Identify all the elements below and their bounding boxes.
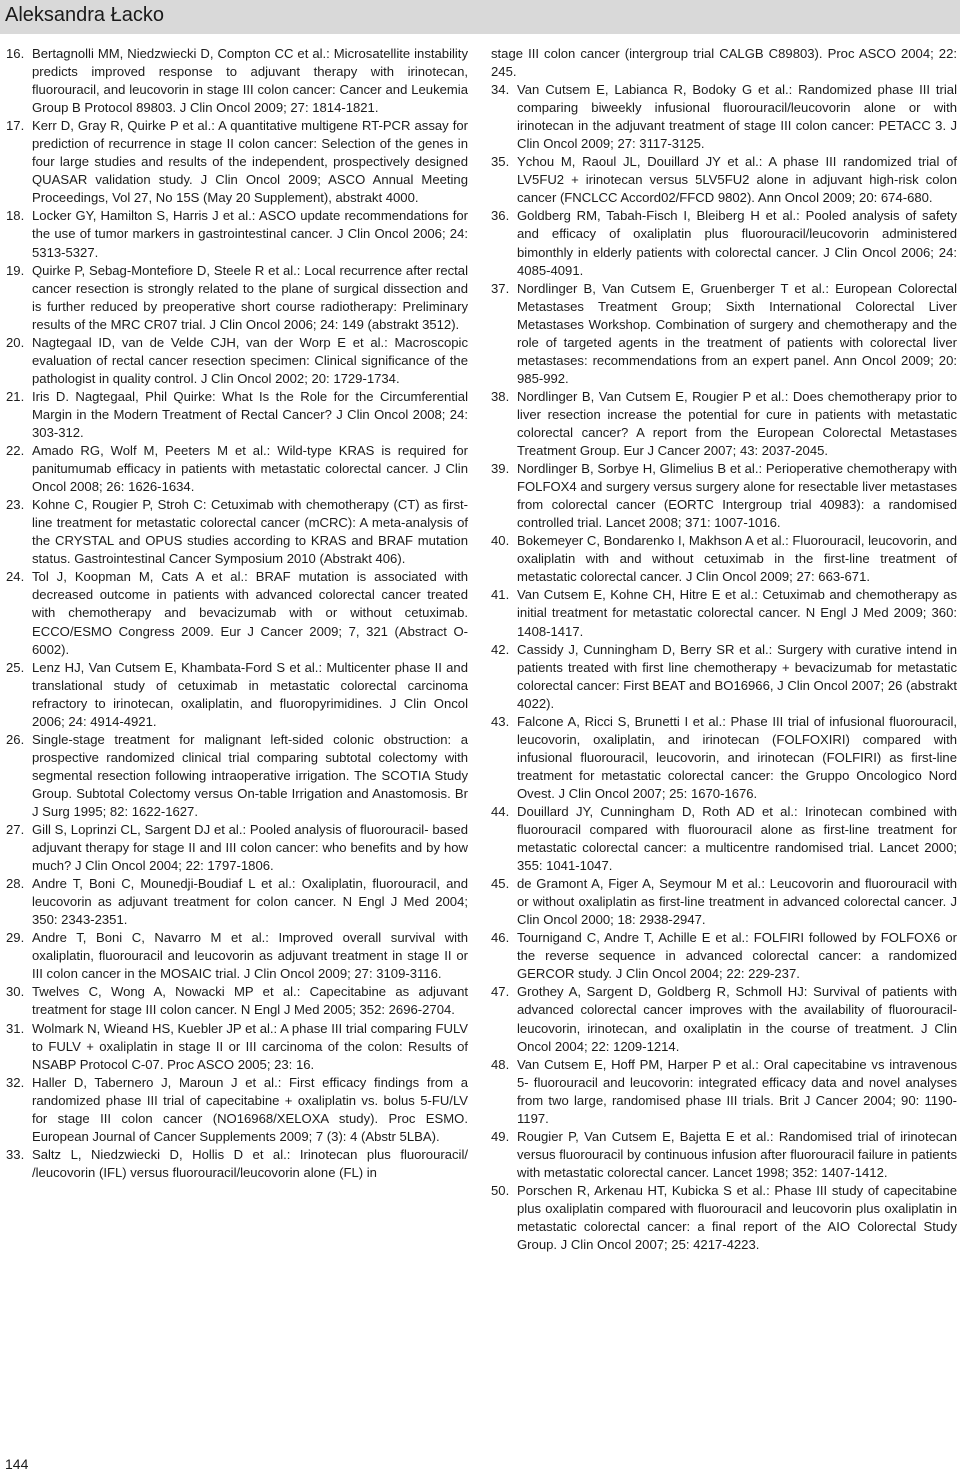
reference-text: stage III colon cancer (intergroup trial CALGB C89803). Proc ASCO 2004; 22: 245. — [491, 46, 957, 80]
reference-number: 36. — [491, 208, 510, 224]
reference-text: de Gramont A, Figer A, Seymour M et al.: Leucovorin and fluorouracil with or without oxaliplatin as first-line treatment in advanced colorectal cancer. J Clin Oncol 2000; 18: 2938-2947. — [517, 876, 957, 928]
reference-text: Iris D. Nagtegaal, Phil Quirke: What Is the Role for the Circumferential Margin in the Modern Treatment of Rectal Cancer? J Clin Oncol 2008; 24: 303-312. — [32, 388, 468, 440]
reference-text: Kerr D, Gray R, Quirke P et al.: A quantitative multigene RT-PCR assay for prediction of recurrence in stage II colon cancer: Selection of the genes in four large studies and results of the independent, prospectively designed QUASAR validation study. J Clin Oncol 2009; ASCO Annual Meeting Proceedings, Vol 27, No 15S (May 20 Supplement), abstrakt 4000. — [32, 118, 468, 206]
reference-text: Nagtegaal ID, van de Velde CJH, van der Worp E et al.: Macroscopic evaluation of rectal cancer resection specimen: Clinical significance of the pathologist in quality control. J Clin Oncol 2002; 20: 1729-1734. — [32, 334, 468, 386]
reference-number: 46. — [491, 930, 510, 946]
reference-number: 16. — [6, 46, 25, 61]
reference-text: Cassidy J, Cunningham D, Berry SR et al.: Surgery with curative intend in patients treated with first line chemotherapy + bevacizumab for metastatic colorectal cancer: First BEAT and BO16966, J Clin Oncol 2007; 26 (abstrakt 4022). — [517, 641, 957, 711]
reference-entry — [491, 280, 957, 388]
reference-number: 47. — [491, 984, 510, 1000]
reference-number: 22. — [6, 443, 25, 459]
reference-entry — [491, 641, 957, 713]
reference-text: Locker GY, Hamilton S, Harris J et al.: ASCO update recommendations for the use of tumor markers in gastrointestinal cancer. J Clin Oncol 2006; 24: 5313-5327. — [32, 208, 468, 260]
reference-text: Kohne C, Rougier P, Stroh C: Cetuximab with chemotherapy (CT) as first-line treatment for metastatic colorectal cancer (mCRC): A meta-analysis of the CRYSTAL and OPUS studies according to KRAS and BRAF mutation status. Gastrointestinal Cancer Symposium 2010 (Abstrakt 406). — [32, 497, 468, 567]
reference-number: 21. — [6, 388, 25, 404]
reference-number: 39. — [491, 461, 510, 477]
reference-number: 48. — [491, 1056, 510, 1072]
reference-number: 24. — [6, 569, 25, 585]
reference-number: 31. — [6, 1020, 25, 1036]
reference-entry — [6, 207, 468, 261]
running-head-author: Aleksandra Łacko — [5, 4, 164, 26]
reference-text: Tournigand C, Andre T, Achille E et al.: FOLFIRI followed by FOLFOX6 or the reverse sequence in advanced colorectal cancer: a randomized GERCOR study. J Clin Oncol 2004; 22: 229-237. — [517, 930, 957, 982]
reference-entry — [491, 875, 957, 929]
reference-text: Amado RG, Wolf M, Peeters M et al.: Wild-type KRAS is required for panitumumab efficacy in patients with metastatic colorectal cancer. J Clin Oncol 2008; 26: 1626-1634. — [32, 443, 468, 495]
reference-entry — [6, 334, 468, 388]
reference-number: 41. — [491, 587, 510, 603]
reference-number: 33. — [6, 1146, 25, 1162]
reference-text: Nordlinger B, Van Cutsem E, Gruenberger T et al.: European Colorectal Metastases Treatment Group; Sixth International Colorectal Liver Metastases Workshop. Combination of surgery and chemotherapy and the role of targeted agents in the treatment of patients with colorectal liver metastases: recommendations from an expert panel. Ann Oncol 2009; 20: 985-992. — [517, 280, 957, 386]
reference-entry — [6, 731, 468, 821]
reference-text: Saltz L, Niedzwiecki D, Hollis D et al.: Irinotecan plus fluorouracil/ /leucovorin (IFL) versus fluorouracil/leucovorin alone (FL) in — [32, 1146, 468, 1180]
reference-entry — [491, 713, 957, 803]
reference-text: Falcone A, Ricci S, Brunetti I et al.: Phase III trial of infusional fluorouracil, leucovorin, oxaliplatin, and irinotecan (FOLFOXIRI) compared with infusional fluorouracil, leucovorin, and irinotecan (FOLFIRI) as first-line treatment for metastatic colorectal cancer: the Gruppo Oncologico Nord Ovest. J Clin Oncol 2007; 25: 1670-1676. — [517, 713, 957, 801]
reference-number: 17. — [6, 118, 25, 134]
reference-entry — [491, 983, 957, 1055]
reference-number: 49. — [491, 1128, 510, 1144]
reference-number: 23. — [6, 497, 25, 513]
reference-number: 26. — [6, 731, 25, 747]
reference-text: Porschen R, Arkenau HT, Kubicka S et al.: Phase III study of capecitabine plus oxaliplatin compared with fluorouracil and leucovorin plus oxaliplatin in metastatic colorectal cancer: a final report of the AIO Colorectal Study Group. J Clin Oncol 2007; 25: 4217-4223. — [517, 1182, 957, 1253]
reference-number: 35. — [491, 154, 510, 170]
reference-text: Gill S, Loprinzi CL, Sargent DJ et al.: Pooled analysis of fluorouracil- based adjuvant therapy for stage II and III colon cancer: who benefits and by how much? J Clin Oncol 2004; 22: 1797-1806. — [32, 822, 468, 874]
reference-entry — [6, 442, 468, 496]
reference-entry — [491, 532, 957, 586]
reference-entry — [6, 568, 468, 658]
reference-number: 20. — [6, 334, 25, 350]
reference-number: 50. — [491, 1182, 510, 1198]
reference-text: Grothey A, Sargent D, Goldberg R, Schmoll HJ: Survival of patients with advanced colorectal cancer improves with the availability of fluorouracil-leucovorin, irinotecan, and oxaliplatin in the course of treatment. J Clin Oncol 2004; 22: 1209-1214. — [517, 984, 957, 1054]
reference-text: Quirke P, Sebag-Montefiore D, Steele R et al.: Local recurrence after rectal cancer resection is strongly related to the plane of surgical dissection and is further reduced by preoperative short course radiotherapy: Preliminary results of the MRC CR07 trial. J Clin Oncol 2006; 24: 149 (abstrakt 3512). — [32, 262, 468, 332]
reference-text: Bertagnolli MM, Niedzwiecki D, Compton CC et al.: Microsatellite instability predicts improved response to adjuvant therapy with irinotecan, fluorouracil, and leucovorin in stage III colon cancer: Cancer and Leukemia Group B Protocol 89803. J Clin Oncol 2009; 27: 1814-1821. — [32, 46, 468, 116]
references-right-column — [491, 45, 957, 1254]
reference-number: 37. — [491, 280, 510, 296]
reference-entry — [491, 1128, 957, 1182]
reference-entry — [491, 1182, 957, 1254]
reference-number: 28. — [6, 876, 25, 892]
reference-entry — [6, 117, 468, 207]
reference-text: Nordlinger B, Sorbye H, Glimelius B et al.: Perioperative chemotherapy with FOLFOX4 and surgery versus surgery alone for resectable liver metastases from colorectal cancer (EORTC Intergroup trial 40983): a randomised controlled trial. Lancet 2008; 371: 1007-1016. — [517, 461, 957, 531]
reference-number: 29. — [6, 930, 25, 946]
reference-entry — [491, 207, 957, 279]
reference-text: Lenz HJ, Van Cutsem E, Khambata-Ford S et al.: Multicenter phase II and translational study of cetuximab in metastatic colorectal carcinoma refractory to irinotecan, oxaliplatin, and fluoropyrimidines. J Clin Oncol 2006; 24: 4914-4921. — [32, 659, 468, 729]
reference-number: 34. — [491, 82, 510, 98]
reference-text: Douillard JY, Cunningham D, Roth AD et al.: Irinotecan combined with fluorouracil compared with fluorouracil alone as first-line treatment for metastatic colorectal cancer: a multicentre randomised trial. Lancet 2000; 355: 1041-1047. — [517, 803, 957, 874]
reference-entry — [491, 81, 957, 153]
reference-entry — [491, 929, 957, 983]
reference-number: 30. — [6, 984, 25, 1000]
reference-text: Haller D, Tabernero J, Maroun J et al.: First efficacy findings from a randomized phase III trial of capecitabine + oxaliplatin vs. bolus 5-FU/LV for stage III colon cancer (NO16968/XELOXA study). Proc ESMO. European Journal of Cancer Supplements 2009; 7 (3): 4 (Abstr 5LBA). — [32, 1074, 468, 1144]
reference-entry — [6, 388, 468, 442]
reference-entry — [6, 1020, 468, 1074]
reference-entry — [6, 1074, 468, 1146]
reference-entry — [491, 803, 957, 875]
reference-entry — [6, 45, 468, 117]
reference-number: 32. — [6, 1074, 25, 1090]
reference-entry — [491, 388, 957, 460]
reference-entry — [6, 496, 468, 568]
reference-text: Andre T, Boni C, Mounedji-Boudiaf L et al.: Oxaliplatin, fluorouracil, and leucovorin as adjuvant treatment for colon cancer. N Engl J Med 2004; 350: 2343-2351. — [32, 876, 468, 928]
reference-text: Andre T, Boni C, Navarro M et al.: Improved overall survival with oxaliplatin, fluorouracil and leucovorin as adjuvant treatment in stage II or III colon cancer in the MOSAIC trial. J Clin Oncol 2009; 27: 3109-3116. — [32, 930, 468, 982]
reference-number: 42. — [491, 641, 510, 657]
reference-entry — [6, 262, 468, 334]
reference-entry — [491, 1056, 957, 1128]
reference-text: Twelves C, Wong A, Nowacki MP et al.: Capecitabine as adjuvant treatment for stage III colon cancer. N Engl J Med 2005; 352: 2696-2704. — [32, 984, 468, 1018]
reference-entry — [6, 875, 468, 929]
reference-entry — [491, 586, 957, 640]
reference-number: 43. — [491, 713, 510, 729]
reference-entry — [6, 983, 468, 1019]
reference-text: Wolmark N, Wieand HS, Kuebler JP et al.: A phase III trial comparing FULV to FULV + oxaliplatin in stage II or III carcinoma of the colon: Results of NSABP Protocol C-07. Proc ASCO 2005; 23: 16. — [32, 1020, 468, 1072]
reference-entry — [491, 153, 957, 207]
reference-text: Single-stage treatment for malignant left-sided colonic obstruction: a prospective randomized clinical trial comparing subtotal colectomy with segmental resection following intraoperative irrigation. The SCOTIA Study Group. Subtotal Colectomy versus On-table Irrigation and Anastomosis. Br J Surg 1995; 82: 1622-1627. — [32, 731, 468, 819]
reference-number: 27. — [6, 822, 25, 838]
reference-text: Van Cutsem E, Kohne CH, Hitre E et al.: Cetuximab and chemotherapy as initial treatment for metastatic colorectal cancer. N Engl J Med 2009; 360: 1408-1417. — [517, 587, 957, 639]
reference-number: 18. — [6, 208, 25, 224]
reference-entry — [491, 45, 957, 81]
reference-entry — [6, 659, 468, 731]
references-left-column — [6, 45, 468, 1182]
reference-number: 38. — [491, 388, 510, 404]
page-header — [0, 0, 960, 34]
reference-text: Van Cutsem E, Labianca R, Bodoky G et al.: Randomized phase III trial comparing biweekly infusional fluorouracil/leucovorin alone or with irinotecan in the adjuvant treatment of stage III colon cancer: PETACC 3. J Clin Oncol 2009; 27: 3117-3125. — [517, 82, 957, 152]
reference-text: Rougier P, Van Cutsem E, Bajetta E et al.: Randomised trial of irinotecan versus fluorouracil by continuous infusion after fluorouracil failure in patients with metastatic colorectal cancer. Lancet 1998; 352: 1407-1412. — [517, 1128, 957, 1180]
reference-text: Ychou M, Raoul JL, Douillard JY et al.: A phase III randomized trial of LV5FU2 + irinotecan versus 5LV5FU2 alone in adjuvant high-risk colon cancer (FNCLCC Accord02/FFCD 9802). Ann Oncol 2009; 20: 674-680. — [517, 154, 957, 206]
reference-number: 44. — [491, 803, 510, 819]
reference-entry — [6, 929, 468, 983]
page-number: 144 — [5, 1456, 29, 1472]
reference-text: Goldberg RM, Tabah-Fisch I, Bleiberg H et al.: Pooled analysis of safety and efficacy of oxaliplatin plus fluorouracil/leucovorin administered bimonthly in elderly patients with colorectal cancer. J Clin Oncol 2006; 24: 4085-4091. — [517, 208, 957, 278]
reference-text: Van Cutsem E, Hoff PM, Harper P et al.: Oral capecitabine vs intravenous 5- fluorouracil and leucovorin: integrated efficacy data and novel analyses from two large, randomised phase III trials. Brit J Cancer 2004; 90: 1190-1197. — [517, 1056, 957, 1126]
reference-text: Bokemeyer C, Bondarenko I, Makhson A et al.: Fluorouracil, leucovorin, and oxaliplatin with and without cetuximab in the first-line treatment of metastatic colorectal cancer. J Clin Oncol 2009; 27: 663-671. — [517, 533, 957, 585]
reference-text: Nordlinger B, Van Cutsem E, Rougier P et al.: Does chemotherapy prior to liver resection increase the potential for cure in patients with metastatic colorectal cancer? A report from the European Colorectal Metastases Treatment Group. Eur J Cancer 2007; 43: 2037-2045. — [517, 388, 957, 459]
reference-entry — [6, 821, 468, 875]
reference-number: 45. — [491, 876, 510, 892]
reference-number: 25. — [6, 659, 25, 675]
reference-number: 19. — [6, 262, 25, 278]
reference-entry — [6, 1146, 468, 1182]
reference-number: 40. — [491, 533, 510, 549]
reference-text: Tol J, Koopman M, Cats A et al.: BRAF mutation is associated with decreased outcome in patients with advanced colorectal cancer treated with chemotherapy and bevacizumab with or without cetuximab. ECCO/ESMO Congress 2009. Eur J Cancer 2009; 7, 321 (Abstract O-6002). — [32, 569, 468, 657]
reference-entry — [491, 460, 957, 532]
